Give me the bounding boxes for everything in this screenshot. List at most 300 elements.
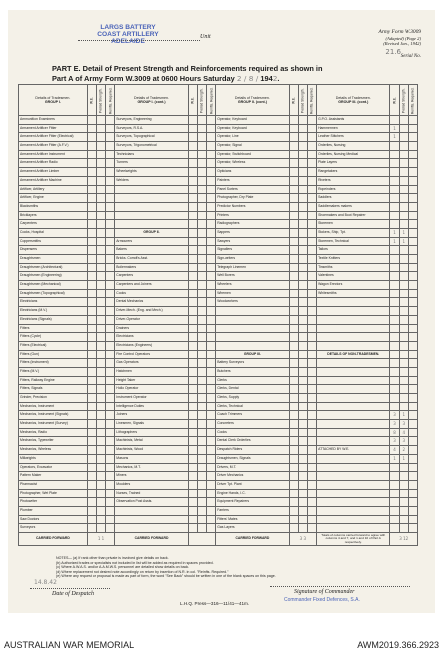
count-cell — [207, 315, 216, 324]
count-cell — [188, 498, 197, 507]
table-row — [19, 185, 418, 194]
count-cell — [197, 116, 206, 125]
trade-name-col2: Armourers — [115, 237, 188, 246]
count-cell: 1 — [390, 228, 399, 237]
header-reinf: Reinfts. Required. — [106, 85, 115, 116]
count-cell — [188, 237, 197, 246]
count-cell — [197, 202, 206, 211]
count-cell — [390, 385, 399, 394]
count-cell — [390, 289, 399, 298]
unit-label: Unit — [200, 34, 211, 40]
count-cell — [188, 255, 197, 264]
count-cell — [96, 341, 105, 350]
trade-name-col4 — [317, 506, 390, 515]
title-line-2-text: Part A of Army Form W.3009 at 0600 Hours Saturday — [52, 74, 235, 83]
count-cell — [106, 176, 115, 185]
count-cell — [106, 515, 115, 524]
count-cell — [289, 428, 298, 437]
table-row — [19, 124, 418, 133]
signature-stamp: Commander Fixed Defences, S.A. — [284, 597, 360, 603]
trade-name-col3: Printers — [216, 211, 289, 220]
count-cell — [408, 333, 417, 342]
count-cell — [408, 202, 417, 211]
count-cell — [399, 211, 408, 220]
trade-name-col1: Armament Artificer Radio — [19, 159, 88, 168]
trade-name-col4 — [317, 463, 390, 472]
table-row — [19, 220, 418, 229]
trade-name-col2: Masons — [115, 454, 188, 463]
count-cell — [197, 263, 206, 272]
trade-name-col4: Wagon Erectors — [317, 281, 390, 290]
count-cell — [188, 211, 197, 220]
count-cell — [207, 228, 216, 237]
table-row — [19, 168, 418, 177]
count-cell — [289, 185, 298, 194]
trade-name-col1: Mechanics, Instrument (Survey) — [19, 420, 88, 429]
count-cell — [188, 385, 197, 394]
carried-forward-3: CARRIED FORWARD — [216, 533, 289, 546]
count-cell — [207, 237, 216, 246]
count-cell — [399, 116, 408, 125]
count-cell — [96, 255, 105, 264]
count-cell — [87, 307, 96, 316]
count-cell — [408, 194, 417, 203]
trade-name-col2: Electricians — [115, 333, 188, 342]
header-group-1: Details of Tradesmen. GROUP I. — [19, 85, 88, 116]
count-cell — [298, 142, 307, 151]
count-cell — [188, 367, 197, 376]
note-c: (c) Where A.W.A.S. and/or A.A.M.W.S. personnel are detailed show details on back. — [56, 565, 190, 569]
trade-name-col4: Hammermen — [317, 124, 390, 133]
count-cell: 3 — [399, 437, 408, 446]
count-cell — [289, 194, 298, 203]
count-cell — [197, 506, 206, 515]
count-cell — [96, 159, 105, 168]
count-cell — [188, 168, 197, 177]
header-we: W.E. — [87, 85, 96, 116]
count-cell — [207, 472, 216, 481]
count-cell — [106, 402, 115, 411]
count-cell — [207, 411, 216, 420]
count-cell — [96, 367, 105, 376]
trade-name-col2: Bricks. Comdt's Asst. — [115, 255, 188, 264]
count-cell — [408, 506, 417, 515]
form-adapted: (Adapted) (Page 2) — [385, 35, 421, 41]
count-cell — [87, 246, 96, 255]
trade-name-col2: Observation Post Assts. — [115, 498, 188, 507]
count-cell — [188, 463, 197, 472]
count-cell — [289, 454, 298, 463]
count-cell — [197, 315, 206, 324]
count-cell — [390, 307, 399, 316]
count-cell — [87, 385, 96, 394]
count-cell — [289, 159, 298, 168]
count-cell: 1 — [399, 411, 408, 420]
archive-id: AWM2019.366.2923 — [357, 640, 439, 650]
count-cell — [289, 307, 298, 316]
trade-name-col2: Wheelwrights — [115, 168, 188, 177]
trade-name-col1: Mechanics, Typewriter — [19, 437, 88, 446]
count-cell — [106, 333, 115, 342]
count-cell — [408, 298, 417, 307]
table-row — [19, 298, 418, 307]
count-cell — [298, 324, 307, 333]
table-row — [19, 463, 418, 472]
count-cell — [87, 480, 96, 489]
count-cell — [307, 437, 316, 446]
trade-name-col4: Orderlies, Nursing — [317, 142, 390, 151]
count-cell — [207, 202, 216, 211]
carried-forward-2-values — [188, 533, 216, 546]
count-cell — [307, 324, 316, 333]
count-cell — [188, 272, 197, 281]
table-row — [19, 454, 418, 463]
count-cell — [307, 472, 316, 481]
trade-name-col1: Electricians (Signals) — [19, 315, 88, 324]
count-cell — [307, 116, 316, 125]
trade-name-col2: Machinists, Metal — [115, 437, 188, 446]
count-cell — [298, 454, 307, 463]
count-cell — [197, 446, 206, 455]
count-cell — [106, 194, 115, 203]
count-cell — [106, 480, 115, 489]
count-cell — [289, 237, 298, 246]
count-cell — [106, 272, 115, 281]
count-cell — [390, 524, 399, 533]
count-cell — [96, 515, 105, 524]
count-cell — [298, 116, 307, 125]
trade-name-col4 — [317, 385, 390, 394]
trade-name-col4: Riveters — [317, 176, 390, 185]
count-cell — [289, 333, 298, 342]
count-cell — [87, 228, 96, 237]
trade-name-col1: Artificer, Engine — [19, 194, 88, 203]
count-cell — [390, 298, 399, 307]
trade-name-col4: Saddlers — [317, 194, 390, 203]
count-cell — [307, 394, 316, 403]
count-cell — [408, 489, 417, 498]
table-row — [19, 237, 418, 246]
count-cell — [197, 150, 206, 159]
count-cell — [298, 341, 307, 350]
table-row — [19, 428, 418, 437]
table-row — [19, 228, 418, 237]
count-cell — [298, 133, 307, 142]
trade-name-col3: Driver Mechanics — [216, 472, 289, 481]
count-cell: 4 — [399, 428, 408, 437]
trade-name-col3 — [216, 341, 289, 350]
header-reinf: Reinfts. Required. — [307, 85, 316, 116]
form-reference — [379, 30, 421, 47]
count-cell — [207, 420, 216, 429]
table-row — [19, 315, 418, 324]
count-cell — [408, 402, 417, 411]
count-cell — [289, 255, 298, 264]
count-cell — [399, 159, 408, 168]
count-cell — [307, 246, 316, 255]
count-cell — [298, 176, 307, 185]
count-cell: 3 — [399, 420, 408, 429]
trade-name-col3: Painters — [216, 176, 289, 185]
archive-name: AUSTRALIAN WAR MEMORIAL — [4, 640, 135, 650]
trade-name-col4: Ropeinders — [317, 185, 390, 194]
count-cell — [188, 515, 197, 524]
count-cell — [390, 211, 399, 220]
count-cell — [197, 376, 206, 385]
count-cell — [399, 289, 408, 298]
trade-name-col2 — [115, 220, 188, 229]
count-cell — [408, 272, 417, 281]
count-cell — [399, 402, 408, 411]
trade-name-col4: Whitesmiths — [317, 289, 390, 298]
count-cell — [96, 420, 105, 429]
trade-name-col4 — [317, 489, 390, 498]
count-cell — [197, 228, 206, 237]
count-cell — [96, 506, 105, 515]
header-group-2-cont: Details of Tradesmen. GROUP II. (cont.) — [216, 85, 289, 116]
count-cell — [390, 359, 399, 368]
count-cell — [289, 385, 298, 394]
count-cell — [307, 298, 316, 307]
count-cell — [298, 489, 307, 498]
count-cell — [87, 289, 96, 298]
table-row — [19, 411, 418, 420]
count-cell — [87, 150, 96, 159]
trade-name-col1: Ammunition Examiners — [19, 116, 88, 125]
count-cell — [197, 428, 206, 437]
count-cell — [390, 489, 399, 498]
count-cell — [207, 142, 216, 151]
count-cell — [96, 133, 105, 142]
count-cell — [298, 307, 307, 316]
count-cell — [298, 272, 307, 281]
count-cell — [207, 220, 216, 229]
trade-name-col4 — [317, 524, 390, 533]
count-cell — [289, 116, 298, 125]
count-cell — [298, 446, 307, 455]
count-cell — [298, 281, 307, 290]
count-cell — [408, 281, 417, 290]
table-row — [19, 255, 418, 264]
count-cell — [87, 324, 96, 333]
count-cell — [289, 168, 298, 177]
count-cell — [289, 411, 298, 420]
count-cell — [106, 124, 115, 133]
trade-name-col1: Fitters, Signals — [19, 385, 88, 394]
trade-name-col1: Draughtsmen (Engineering) — [19, 272, 88, 281]
count-cell — [307, 237, 316, 246]
trade-name-col3: Operator, Line — [216, 133, 289, 142]
trade-name-col2 — [115, 185, 188, 194]
count-cell — [390, 480, 399, 489]
count-cell — [289, 506, 298, 515]
header-posted: Posted Strength. — [197, 85, 206, 116]
count-cell — [390, 506, 399, 515]
count-cell — [307, 255, 316, 264]
count-cell — [289, 263, 298, 272]
count-cell — [207, 307, 216, 316]
count-cell — [87, 211, 96, 220]
count-cell — [96, 394, 105, 403]
signature-label: Signature of Commander — [294, 589, 355, 595]
trade-name-col1: Mechanics, Wireless — [19, 446, 88, 455]
count-cell — [197, 385, 206, 394]
count-cell — [96, 437, 105, 446]
serial-handwritten: 21.6 — [385, 48, 401, 56]
trade-name-col3: Clerks, Supply — [216, 394, 289, 403]
count-cell — [96, 463, 105, 472]
trade-name-col3: Telegraph Linemen — [216, 263, 289, 272]
count-cell — [197, 133, 206, 142]
trade-name-col4: Storemen — [317, 220, 390, 229]
count-cell — [298, 515, 307, 524]
title-date-handwritten: 2 / 8 / — [236, 74, 259, 83]
carried-forward-row — [19, 533, 418, 546]
count-cell — [390, 176, 399, 185]
count-cell — [408, 367, 417, 376]
count-cell — [390, 281, 399, 290]
trade-name-col3: Operator, Signal — [216, 142, 289, 151]
count-cell — [87, 454, 96, 463]
count-cell — [207, 446, 216, 455]
trade-name-col4 — [317, 428, 390, 437]
count-cell — [207, 498, 216, 507]
trade-name-col3 — [216, 307, 289, 316]
count-cell — [207, 272, 216, 281]
count-cell — [96, 524, 105, 533]
count-cell — [96, 237, 105, 246]
trade-name-col3 — [216, 333, 289, 342]
count-cell — [408, 428, 417, 437]
count-cell — [207, 298, 216, 307]
count-cell — [188, 281, 197, 290]
count-cell — [399, 463, 408, 472]
carried-forward-1-values: 1 1 — [87, 533, 115, 546]
count-cell — [207, 341, 216, 350]
count-cell — [298, 315, 307, 324]
count-cell — [298, 168, 307, 177]
count-cell — [197, 524, 206, 533]
count-cell — [408, 341, 417, 350]
count-cell — [106, 411, 115, 420]
note-d: (d) Where replacement not desired note accordingly on return by insertion of N.R. in col. "Reinfts. Required." — [56, 569, 229, 574]
count-cell — [188, 228, 197, 237]
table-row — [19, 194, 418, 203]
trade-name-col1: Fitters (M.V.) — [19, 367, 88, 376]
count-cell: 8 — [390, 428, 399, 437]
count-cell — [399, 341, 408, 350]
carried-forward-2: CARRIED FORWARD — [115, 533, 188, 546]
count-cell — [207, 124, 216, 133]
count-cell — [298, 263, 307, 272]
count-cell — [106, 263, 115, 272]
count-cell — [207, 116, 216, 125]
count-cell — [307, 272, 316, 281]
count-cell — [87, 463, 96, 472]
trade-name-col3: Driver Tpt. Plant — [216, 480, 289, 489]
count-cell — [298, 228, 307, 237]
count-cell — [207, 385, 216, 394]
trade-name-col2: Hatchmen — [115, 367, 188, 376]
count-cell — [188, 428, 197, 437]
trade-name-col3: Butchers — [216, 367, 289, 376]
count-cell — [207, 185, 216, 194]
count-cell: 3 — [390, 411, 399, 420]
count-cell — [106, 376, 115, 385]
count-cell — [106, 350, 115, 359]
count-cell — [106, 385, 115, 394]
trade-name-col3: Battery Surveyors — [216, 359, 289, 368]
count-cell — [207, 402, 216, 411]
trade-name-col2: Instrument Operator — [115, 394, 188, 403]
trade-name-col4: Leather Stitchers — [317, 133, 390, 142]
count-cell — [197, 454, 206, 463]
count-cell — [408, 350, 417, 359]
count-cell — [408, 116, 417, 125]
table-row — [19, 359, 418, 368]
count-cell — [298, 463, 307, 472]
count-cell — [188, 472, 197, 481]
table-row — [19, 159, 418, 168]
count-cell — [399, 298, 408, 307]
count-cell — [298, 480, 307, 489]
trade-name-col3: Farriers — [216, 506, 289, 515]
count-cell — [197, 367, 206, 376]
count-cell — [307, 385, 316, 394]
signature-line — [270, 586, 410, 587]
count-cell — [96, 211, 105, 220]
count-cell — [298, 402, 307, 411]
count-cell: 1 — [390, 133, 399, 142]
count-cell — [289, 272, 298, 281]
count-cell — [207, 489, 216, 498]
count-cell — [399, 307, 408, 316]
stamp-line-2: COAST ARTILLERY — [97, 31, 159, 39]
count-cell — [197, 211, 206, 220]
count-cell — [197, 176, 206, 185]
count-cell — [197, 168, 206, 177]
count-cell — [207, 333, 216, 342]
count-cell — [197, 307, 206, 316]
count-cell — [390, 168, 399, 177]
count-cell — [87, 133, 96, 142]
header-we: W.E. — [289, 85, 298, 116]
count-cell — [307, 428, 316, 437]
count-cell — [408, 376, 417, 385]
count-cell — [390, 255, 399, 264]
trade-name-col4: Tailors — [317, 246, 390, 255]
tradesmen-table — [18, 84, 418, 546]
count-cell — [307, 133, 316, 142]
table-row — [19, 116, 418, 125]
trade-name-col4: Valentines — [317, 272, 390, 281]
trade-name-col3: Woodworkers — [216, 298, 289, 307]
count-cell — [197, 498, 206, 507]
count-cell — [188, 506, 197, 515]
count-cell — [399, 246, 408, 255]
trade-name-col2: GROUP II. — [115, 228, 188, 237]
trade-name-col1: Operators, Excavator — [19, 463, 88, 472]
count-cell — [188, 124, 197, 133]
count-cell — [298, 367, 307, 376]
unit-stamp — [84, 24, 172, 46]
count-cell — [289, 472, 298, 481]
trade-name-col2: Welders — [115, 176, 188, 185]
trade-name-col1: Draughtsmen (Mechanical) — [19, 281, 88, 290]
form-revised: (Revised Jan., 1942) — [383, 41, 421, 46]
trade-name-col2: Nurses, Trained — [115, 489, 188, 498]
count-cell — [106, 168, 115, 177]
